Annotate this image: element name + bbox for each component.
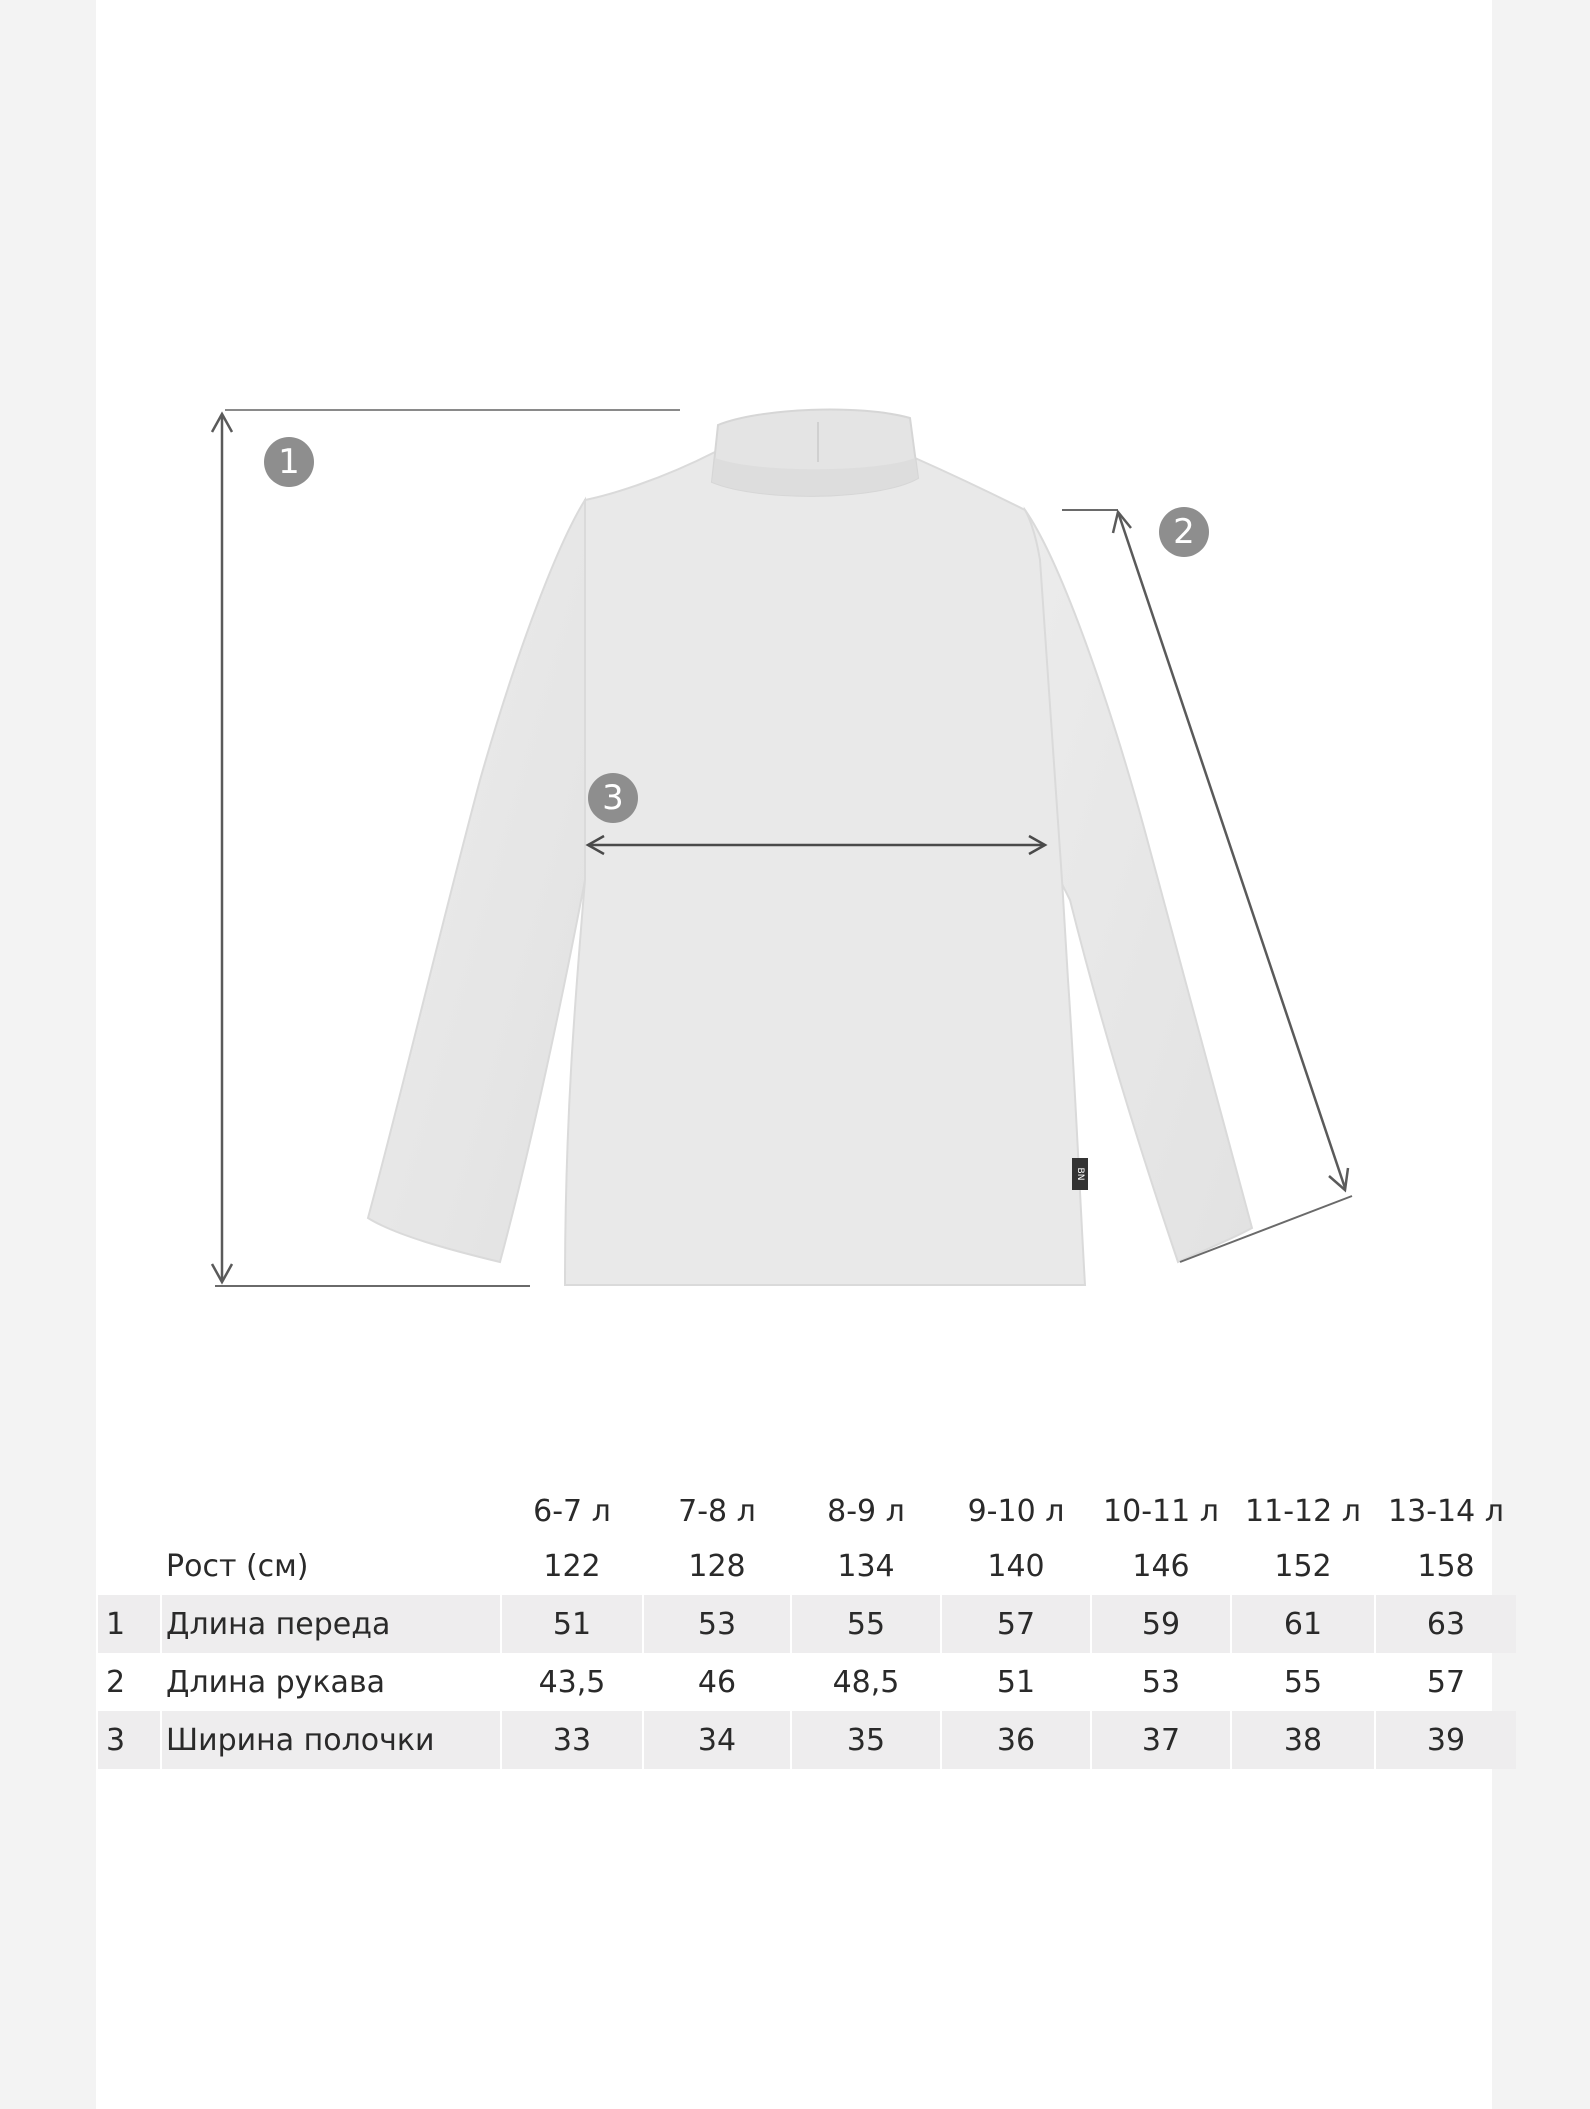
table-cell: 55 — [792, 1595, 940, 1653]
table-cell: 51 — [502, 1595, 642, 1653]
table-cell: 48,5 — [832, 1664, 900, 1700]
table-cell: 55 — [1283, 1664, 1323, 1700]
size-header: 11-12 л — [1245, 1494, 1361, 1529]
table-cell: 146 — [1132, 1548, 1190, 1584]
table-cell: 152 — [1274, 1548, 1332, 1584]
row-label: Длина переда — [162, 1595, 500, 1653]
badge-2 — [1159, 507, 1209, 557]
table-cell: 53 — [644, 1595, 790, 1653]
size-header: 10-11 л — [1103, 1494, 1219, 1529]
size-header-row — [98, 1463, 1516, 1537]
row-number: 1 — [98, 1595, 160, 1653]
table-cell: 140 — [987, 1548, 1045, 1584]
table-cell: 51 — [996, 1664, 1036, 1700]
table-cell: 158 — [1417, 1548, 1475, 1584]
table-cell: 34 — [644, 1711, 790, 1769]
row-label: Ширина полочки — [162, 1711, 500, 1769]
table-cell: 36 — [942, 1711, 1090, 1769]
turtleneck-shirt — [368, 410, 1252, 1285]
badge-1 — [264, 437, 314, 487]
row-label: Рост (см) — [166, 1548, 309, 1584]
table-cell: 53 — [1141, 1664, 1181, 1700]
height-row — [98, 1537, 1516, 1595]
table-cell: 63 — [1376, 1595, 1516, 1653]
size-header: 7-8 л — [678, 1494, 756, 1529]
table-cell: 39 — [1376, 1711, 1516, 1769]
table-cell: 57 — [1426, 1664, 1466, 1700]
row-number: 3 — [98, 1711, 160, 1769]
table-cell: 57 — [942, 1595, 1090, 1653]
brand-tag-text: BN — [1075, 1167, 1085, 1181]
table-cell: 128 — [688, 1548, 746, 1584]
row-label: Длина рукава — [166, 1664, 386, 1700]
svg-text:3: 3 — [602, 778, 624, 818]
table-cell: 134 — [837, 1548, 895, 1584]
size-header: 13-14 л — [1388, 1494, 1504, 1529]
svg-text:2: 2 — [1173, 512, 1195, 552]
table-cell: 35 — [792, 1711, 940, 1769]
svg-text:1: 1 — [278, 442, 300, 482]
table-cell: 59 — [1092, 1595, 1230, 1653]
table-cell: 122 — [543, 1548, 601, 1584]
size-header: 6-7 л — [533, 1494, 611, 1529]
table-cell: 33 — [502, 1711, 642, 1769]
size-header: 9-10 л — [967, 1494, 1065, 1529]
table-row — [98, 1711, 1516, 1769]
size-table — [96, 1463, 1518, 1769]
row-number: 2 — [106, 1664, 126, 1700]
table-row — [98, 1653, 1516, 1711]
table-cell: 61 — [1232, 1595, 1374, 1653]
table-cell: 38 — [1232, 1711, 1374, 1769]
table-cell: 43,5 — [538, 1664, 606, 1700]
size-header: 8-9 л — [827, 1494, 905, 1529]
table-row — [98, 1595, 1516, 1653]
table-cell: 46 — [697, 1664, 737, 1700]
table-cell: 37 — [1092, 1711, 1230, 1769]
badge-3 — [588, 773, 638, 823]
